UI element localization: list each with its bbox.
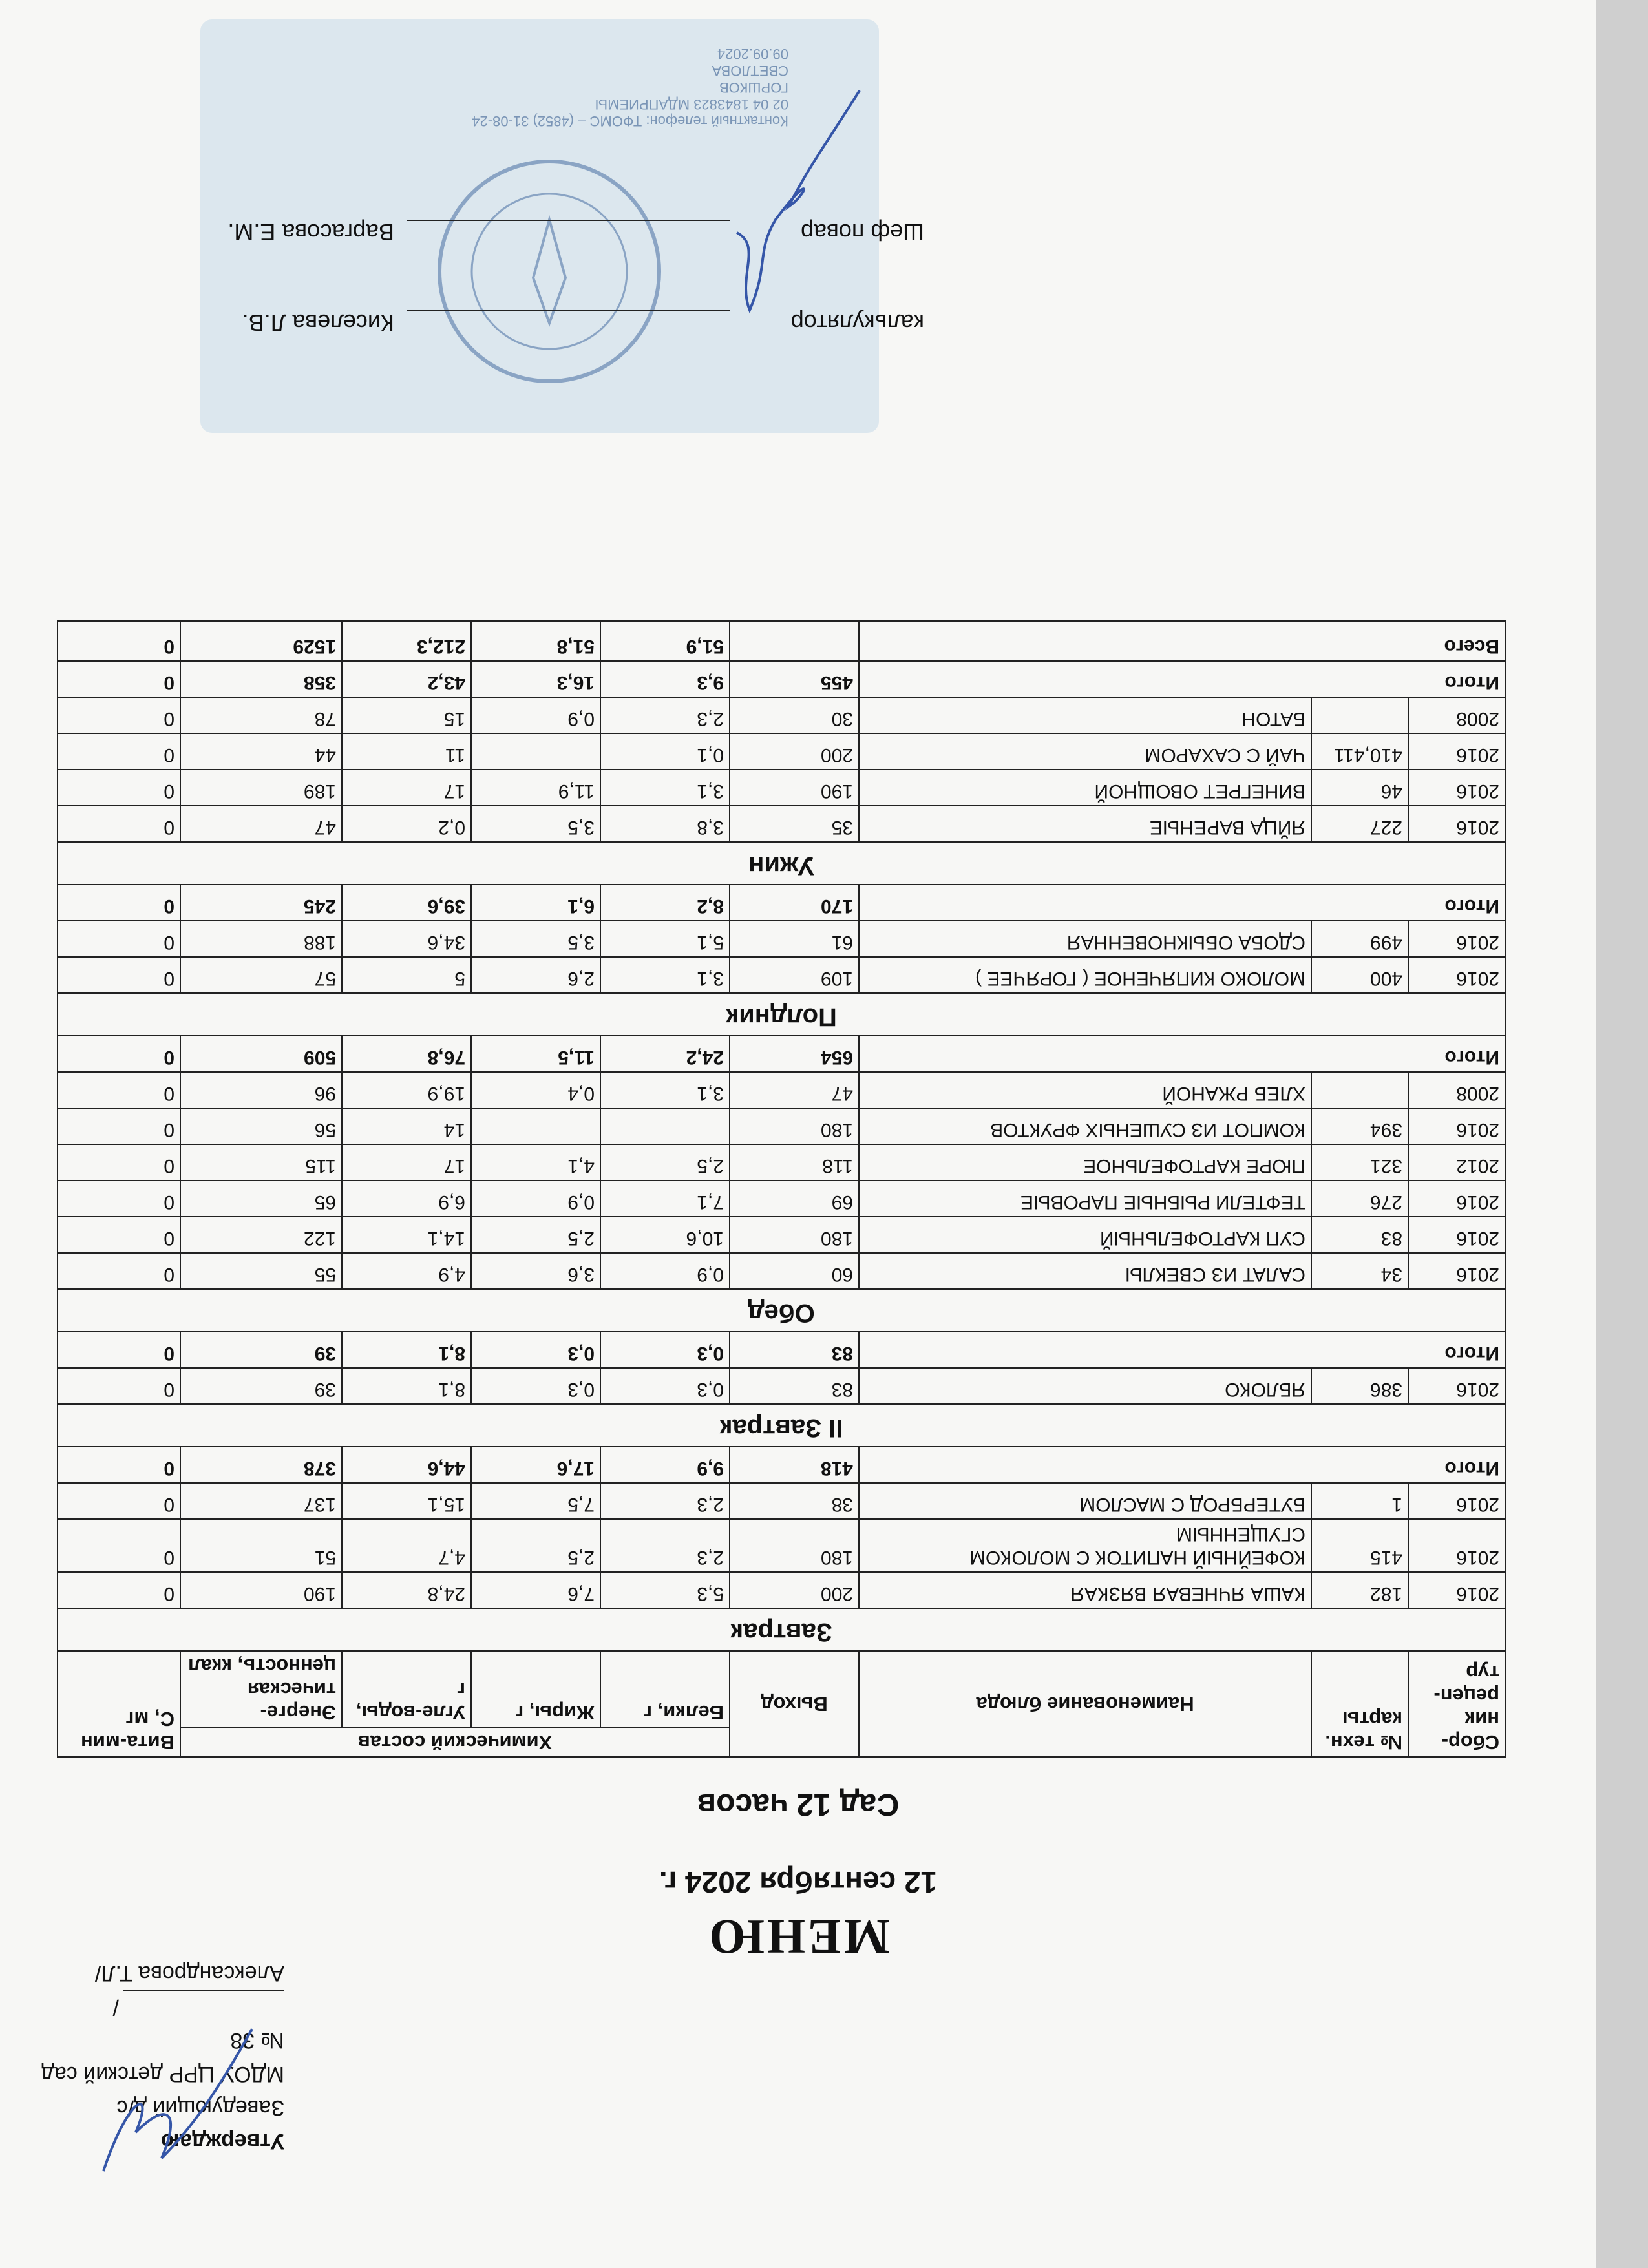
total-row — [58, 661, 1505, 697]
cell-vitamin: 0 — [58, 1368, 180, 1404]
stamp-line: СВЕТЛОВА — [712, 63, 788, 79]
cell-dish: ПЮРЕ КАРТОФЕЛЬНОЕ — [859, 1144, 1311, 1181]
total-energy: 39 — [180, 1332, 342, 1368]
total-energy: 378 — [180, 1447, 342, 1483]
table-row — [58, 1144, 1505, 1181]
approval-name: /Александрова Т.Л/ — [94, 1961, 284, 2019]
cell-dish: МОЛОКО КИПЯЧЕНОЕ ( ГОРЯЧЕЕ ) — [859, 957, 1311, 993]
section-row — [58, 1608, 1505, 1651]
cell-collection: 2016 — [1408, 1253, 1505, 1289]
scanner-edge — [1596, 0, 1648, 2268]
cell-protein: 2,3 — [600, 1483, 730, 1519]
table-row — [58, 733, 1505, 770]
cell-dish: ЯЙЦА ВАРЕНЫЕ — [859, 806, 1311, 842]
stamp-line: 02 04 1843823 МДАПРИЕМЫ — [595, 96, 788, 112]
cell-card: 386 — [1311, 1368, 1408, 1404]
section-title: Завтрак — [58, 1608, 1505, 1651]
cell-dish: КОМПОТ ИЗ СУШЕНЫХ ФРУКТОВ — [859, 1108, 1311, 1144]
col-protein: Белки, г — [600, 1651, 730, 1727]
col-vitamin: Вита-мин С, мг — [58, 1651, 180, 1757]
cell-collection: 2016 — [1408, 770, 1505, 806]
col-chem: Химический состав — [180, 1727, 730, 1757]
total-protein: 9,3 — [600, 661, 730, 697]
cell-vitamin: 0 — [58, 1181, 180, 1217]
cell-vitamin: 0 — [58, 806, 180, 842]
cell-card: 321 — [1311, 1144, 1408, 1181]
table-row — [58, 1217, 1505, 1253]
total-carbs: 76,8 — [342, 1036, 471, 1072]
cell-fat — [471, 1108, 600, 1144]
total-fat: 0,3 — [471, 1332, 600, 1368]
table-row — [58, 1108, 1505, 1144]
cell-collection: 2016 — [1408, 1368, 1505, 1404]
cell-dish: КОФЕЙНЫЙ НАПИТОК С МОЛОКОМ СГУЩЕННЫМ — [859, 1519, 1311, 1572]
total-row — [58, 1447, 1505, 1483]
menu-table — [57, 620, 1506, 1758]
cell-carbs: 8,1 — [342, 1368, 471, 1404]
cell-energy: 56 — [180, 1108, 342, 1144]
cell-fat: 3,5 — [471, 806, 600, 842]
cell-yield: 200 — [730, 733, 859, 770]
total-carbs: 43,2 — [342, 661, 471, 697]
cell-energy: 51 — [180, 1519, 342, 1572]
cell-fat: 0,9 — [471, 697, 600, 733]
cell-card: 415 — [1311, 1519, 1408, 1572]
signature-name: Варгасова Е.М. — [227, 219, 394, 246]
table-row — [58, 1181, 1505, 1217]
cell-yield: 180 — [730, 1217, 859, 1253]
total-protein: 9,9 — [600, 1447, 730, 1483]
grand-total-yield — [730, 621, 859, 661]
cell-vitamin: 0 — [58, 1108, 180, 1144]
cell-card — [1311, 1072, 1408, 1108]
total-energy: 245 — [180, 885, 342, 921]
table-row — [58, 697, 1505, 733]
signature-name: Киселева Л.В. — [242, 310, 394, 336]
cell-collection: 2016 — [1408, 733, 1505, 770]
total-yield: 83 — [730, 1332, 859, 1368]
col-yield: Выход — [730, 1651, 859, 1757]
total-vitamin: 0 — [58, 1332, 180, 1368]
cell-protein: 2,3 — [600, 697, 730, 733]
table-row — [58, 1519, 1505, 1572]
total-yield: 170 — [730, 885, 859, 921]
cell-carbs: 14 — [342, 1108, 471, 1144]
cell-yield: 35 — [730, 806, 859, 842]
table-row — [58, 770, 1505, 806]
signature-scribble — [717, 78, 885, 336]
cell-carbs: 0,2 — [342, 806, 471, 842]
cell-energy: 65 — [180, 1181, 342, 1217]
cell-dish: САЛАТ ИЗ СВЕКЛЫ — [859, 1253, 1311, 1289]
cell-collection: 2016 — [1408, 1483, 1505, 1519]
cell-collection: 2016 — [1408, 1181, 1505, 1217]
cell-yield: 200 — [730, 1572, 859, 1608]
total-vitamin: 0 — [58, 885, 180, 921]
cell-vitamin: 0 — [58, 1483, 180, 1519]
table-row — [58, 1072, 1505, 1108]
section-row — [58, 1404, 1505, 1447]
approval-signature-line — [13, 1957, 284, 2024]
total-fat: 17,6 — [471, 1447, 600, 1483]
menu-group: Сад 12 часов — [697, 1787, 900, 1822]
grand-total-row — [58, 621, 1505, 661]
cell-dish: БАТОН — [859, 697, 1311, 733]
cell-vitamin: 0 — [58, 733, 180, 770]
header-row — [58, 1727, 1505, 1757]
cell-dish: ТЕФТЕЛИ РЫБНЫЕ ПАРОВЫЕ — [859, 1181, 1311, 1217]
approval-organization: МДОУ ЦРР детский сад № 38 — [41, 2028, 284, 2086]
cell-collection: 2016 — [1408, 806, 1505, 842]
cell-card: 276 — [1311, 1181, 1408, 1217]
cell-fat: 2,6 — [471, 957, 600, 993]
cell-energy: 47 — [180, 806, 342, 842]
cell-card: 227 — [1311, 806, 1408, 842]
cell-dish: БУТЕРБРОД С МАСЛОМ — [859, 1483, 1311, 1519]
total-label: Итого — [859, 661, 1505, 697]
cell-yield: 38 — [730, 1483, 859, 1519]
approval-title: Утверждаю — [160, 2129, 284, 2154]
cell-protein: 3,1 — [600, 1072, 730, 1108]
cell-protein: 0,1 — [600, 733, 730, 770]
cell-yield: 180 — [730, 1108, 859, 1144]
cell-collection: 2016 — [1408, 1519, 1505, 1572]
cell-protein: 0,9 — [600, 1253, 730, 1289]
cell-collection: 2012 — [1408, 1144, 1505, 1181]
cell-collection: 2016 — [1408, 1108, 1505, 1144]
total-carbs: 39,6 — [342, 885, 471, 921]
signature-line — [407, 310, 730, 311]
cell-energy: 57 — [180, 957, 342, 993]
cell-dish: ЯБЛОКО — [859, 1368, 1311, 1404]
cell-card: 1 — [1311, 1483, 1408, 1519]
cell-yield: 61 — [730, 921, 859, 957]
cell-protein: 2,3 — [600, 1519, 730, 1572]
cell-fat: 3,5 — [471, 921, 600, 957]
signature-line — [407, 220, 730, 221]
cell-fat: 7,5 — [471, 1483, 600, 1519]
cell-card — [1311, 697, 1408, 733]
col-card-no: № техн. карты — [1311, 1651, 1408, 1757]
cell-yield: 190 — [730, 770, 859, 806]
cell-fat: 2,5 — [471, 1217, 600, 1253]
section-title: Ужин — [58, 842, 1505, 885]
total-vitamin: 0 — [58, 1036, 180, 1072]
cell-card: 499 — [1311, 921, 1408, 957]
cell-carbs: 19,9 — [342, 1072, 471, 1108]
cell-card: 46 — [1311, 770, 1408, 806]
cell-energy: 190 — [180, 1572, 342, 1608]
cell-protein: 3,1 — [600, 770, 730, 806]
cell-energy: 78 — [180, 697, 342, 733]
cell-fat: 0,3 — [471, 1368, 600, 1404]
cell-energy: 188 — [180, 921, 342, 957]
cell-yield: 83 — [730, 1368, 859, 1404]
total-carbs: 8,1 — [342, 1332, 471, 1368]
signature-role: Шеф повар — [801, 219, 924, 246]
table-row — [58, 921, 1505, 957]
col-fat: Жиры, г — [471, 1651, 600, 1727]
cell-collection: 2016 — [1408, 1572, 1505, 1608]
cell-collection: 2016 — [1408, 921, 1505, 957]
stamp-line: ГОРШКОВ — [719, 79, 788, 96]
cell-carbs: 15 — [342, 697, 471, 733]
total-carbs: 44,6 — [342, 1447, 471, 1483]
total-label: Итого — [859, 1332, 1505, 1368]
cell-protein: 2,5 — [600, 1144, 730, 1181]
cell-carbs: 17 — [342, 770, 471, 806]
cell-protein: 0,3 — [600, 1368, 730, 1404]
cell-yield: 109 — [730, 957, 859, 993]
table-row — [58, 1253, 1505, 1289]
cell-yield: 69 — [730, 1181, 859, 1217]
cell-yield: 30 — [730, 697, 859, 733]
total-label: Итого — [859, 1447, 1505, 1483]
cell-dish: ЧАЙ С САХАРОМ — [859, 733, 1311, 770]
cell-energy: 44 — [180, 733, 342, 770]
cell-carbs: 4,7 — [342, 1519, 471, 1572]
table-row — [58, 1483, 1505, 1519]
cell-carbs: 15,1 — [342, 1483, 471, 1519]
approval-signature-scribble — [90, 2016, 259, 2184]
cell-energy: 115 — [180, 1144, 342, 1181]
grand-total-vitamin: 0 — [58, 621, 180, 661]
cell-carbs: 11 — [342, 733, 471, 770]
cell-carbs: 34,6 — [342, 921, 471, 957]
cell-dish: КАША ЯЧНЕВАЯ ВЯЗКАЯ — [859, 1572, 1311, 1608]
cell-carbs: 17 — [342, 1144, 471, 1181]
total-fat: 11,5 — [471, 1036, 600, 1072]
cell-fat: 0,9 — [471, 1181, 600, 1217]
cell-vitamin: 0 — [58, 921, 180, 957]
section-title: Полдник — [58, 993, 1505, 1036]
stamp-line: Контактный телефон: ТФОМС – (4852) 31-08-24 — [472, 113, 788, 129]
table-row — [58, 1572, 1505, 1608]
total-fat: 16,3 — [471, 661, 600, 697]
col-energy: Энерге-тическая ценность, ккал — [180, 1651, 342, 1727]
total-energy: 509 — [180, 1036, 342, 1072]
cell-card: 182 — [1311, 1572, 1408, 1608]
approval-block — [13, 1957, 284, 2158]
cell-protein: 3,8 — [600, 806, 730, 842]
cell-protein: 5,3 — [600, 1572, 730, 1608]
cell-vitamin: 0 — [58, 1144, 180, 1181]
cell-yield: 47 — [730, 1072, 859, 1108]
cell-fat: 4,1 — [471, 1144, 600, 1181]
cell-vitamin: 0 — [58, 1217, 180, 1253]
table-row — [58, 957, 1505, 993]
cell-energy: 55 — [180, 1253, 342, 1289]
total-row — [58, 1332, 1505, 1368]
table-row — [58, 806, 1505, 842]
cell-energy: 96 — [180, 1072, 342, 1108]
cell-collection: 2016 — [1408, 957, 1505, 993]
cell-carbs: 5 — [342, 957, 471, 993]
total-row — [58, 1036, 1505, 1072]
total-yield: 418 — [730, 1447, 859, 1483]
cell-protein — [600, 1108, 730, 1144]
cell-vitamin: 0 — [58, 1519, 180, 1572]
cell-fat — [471, 733, 600, 770]
section-row — [58, 993, 1505, 1036]
cell-dish: ХЛЕБ РЖАНОЙ — [859, 1072, 1311, 1108]
total-protein: 0,3 — [600, 1332, 730, 1368]
cell-vitamin: 0 — [58, 1253, 180, 1289]
cell-protein: 5,1 — [600, 921, 730, 957]
grand-total-label: Всего — [859, 621, 1505, 661]
grand-total-energy: 1529 — [180, 621, 342, 661]
cell-card: 83 — [1311, 1217, 1408, 1253]
section-title: Обед — [58, 1289, 1505, 1332]
cell-card: 410,411 — [1311, 733, 1408, 770]
cell-yield: 180 — [730, 1519, 859, 1572]
cell-energy: 137 — [180, 1483, 342, 1519]
cell-energy: 39 — [180, 1368, 342, 1404]
total-energy: 358 — [180, 661, 342, 697]
cell-fat: 3,6 — [471, 1253, 600, 1289]
grand-total-carbs: 212,3 — [342, 621, 471, 661]
cell-vitamin: 0 — [58, 1072, 180, 1108]
total-vitamin: 0 — [58, 661, 180, 697]
cell-vitamin: 0 — [58, 697, 180, 733]
col-carbs: Угле-воды, г — [342, 1651, 471, 1727]
section-row — [58, 1289, 1505, 1332]
col-dish: Наименование блюда — [859, 1651, 1311, 1757]
cell-collection: 2008 — [1408, 1072, 1505, 1108]
section-row — [58, 842, 1505, 885]
stamp-line: 09.09.2024 — [717, 46, 788, 62]
total-protein: 8,2 — [600, 885, 730, 921]
total-row — [58, 885, 1505, 921]
menu-body — [58, 621, 1505, 1651]
cell-yield: 60 — [730, 1253, 859, 1289]
cell-dish: ВИНЕГРЕТ ОВОЩНОЙ — [859, 770, 1311, 806]
cell-protein: 10,6 — [600, 1217, 730, 1253]
cell-fat: 0,4 — [471, 1072, 600, 1108]
cell-collection: 2016 — [1408, 1217, 1505, 1253]
menu-date: 12 сентября 2024 г. — [659, 1865, 938, 1899]
cell-vitamin: 0 — [58, 770, 180, 806]
cell-protein: 7,1 — [600, 1181, 730, 1217]
total-yield: 654 — [730, 1036, 859, 1072]
cell-fat: 11,9 — [471, 770, 600, 806]
cell-carbs: 6,9 — [342, 1181, 471, 1217]
total-vitamin: 0 — [58, 1447, 180, 1483]
cell-vitamin: 0 — [58, 957, 180, 993]
total-label: Итого — [859, 1036, 1505, 1072]
col-collection: Сбор-ник рецеп-тур — [1408, 1651, 1505, 1757]
total-yield: 455 — [730, 661, 859, 697]
cell-dish: СУП КАРТОФЕЛЬНЫЙ — [859, 1217, 1311, 1253]
table-row — [58, 1368, 1505, 1404]
total-fat: 6,1 — [471, 885, 600, 921]
cell-carbs: 14,1 — [342, 1217, 471, 1253]
cell-carbs: 24,8 — [342, 1572, 471, 1608]
cell-fat: 7,6 — [471, 1572, 600, 1608]
cell-fat: 2,5 — [471, 1519, 600, 1572]
total-protein: 24,2 — [600, 1036, 730, 1072]
cell-card: 394 — [1311, 1108, 1408, 1144]
approval-position: Заведующий д/с — [116, 2095, 284, 2120]
menu-title: МЕНЮ — [706, 1909, 890, 1964]
cell-vitamin: 0 — [58, 1572, 180, 1608]
total-label: Итого — [859, 885, 1505, 921]
grand-total-fat: 51,8 — [471, 621, 600, 661]
section-title: II Завтрак — [58, 1404, 1505, 1447]
cell-energy: 189 — [180, 770, 342, 806]
cell-card: 34 — [1311, 1253, 1408, 1289]
cell-energy: 122 — [180, 1217, 342, 1253]
cell-card: 400 — [1311, 957, 1408, 993]
signature-role: калькулятор — [790, 310, 924, 336]
cell-protein: 3,1 — [600, 957, 730, 993]
cell-collection: 2008 — [1408, 697, 1505, 733]
cell-dish: СДОБА ОБЫКНОВЕННАЯ — [859, 921, 1311, 957]
grand-total-protein: 51,9 — [600, 621, 730, 661]
cell-carbs: 4,9 — [342, 1253, 471, 1289]
cell-yield: 118 — [730, 1144, 859, 1181]
